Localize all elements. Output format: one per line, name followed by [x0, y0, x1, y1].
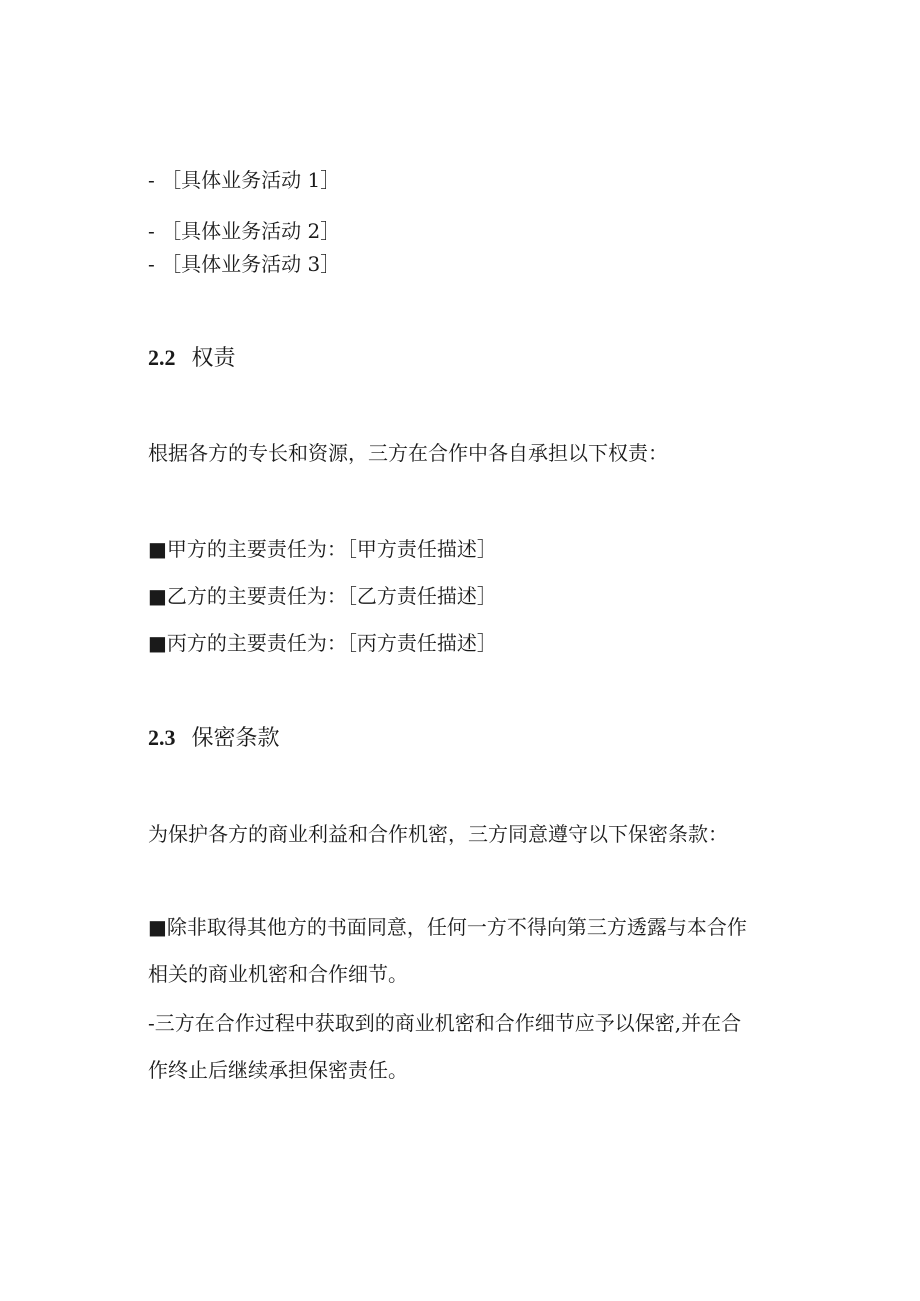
section-heading-2-3: [148, 724, 280, 753]
confidentiality-clause-1-line-2: 相关的商业机密和合作细节。: [148, 962, 408, 986]
section-number: 2.3: [148, 725, 176, 750]
activity-item-3: - ［具体业务活动 3］: [148, 252, 341, 276]
activity-item-1: - ［具体业务活动 1］: [148, 168, 341, 192]
section-heading-2-2: [148, 344, 236, 373]
section-number: 2.2: [148, 345, 176, 370]
confidentiality-clause-1-line-1: ■除非取得其他方的书面同意，任何一方不得向第三方透露与本合作: [148, 915, 747, 939]
confidentiality-clause-2-line-1: -三方在合作过程中获取到的商业机密和合作细节应予以保密,并在合: [148, 1011, 742, 1035]
section-2-3-intro: 为保护各方的商业利益和合作机密，三方同意遵守以下保密条款：: [148, 822, 728, 846]
responsibility-item-c: ■丙方的主要责任为：［丙方责任描述］: [148, 631, 497, 655]
confidentiality-clause-2-line-2: 作终止后继续承担保密责任。: [148, 1058, 408, 1082]
activity-item-2: - ［具体业务活动 2］: [148, 219, 341, 243]
section-title: 权责: [191, 346, 236, 371]
section-title: 保密条款: [191, 726, 280, 751]
section-2-2-intro: 根据各方的专长和资源，三方在合作中各自承担以下权责：: [148, 441, 668, 465]
responsibility-item-b: ■乙方的主要责任为：［乙方责任描述］: [148, 584, 497, 608]
responsibility-item-a: ■甲方的主要责任为：［甲方责任描述］: [148, 537, 497, 561]
